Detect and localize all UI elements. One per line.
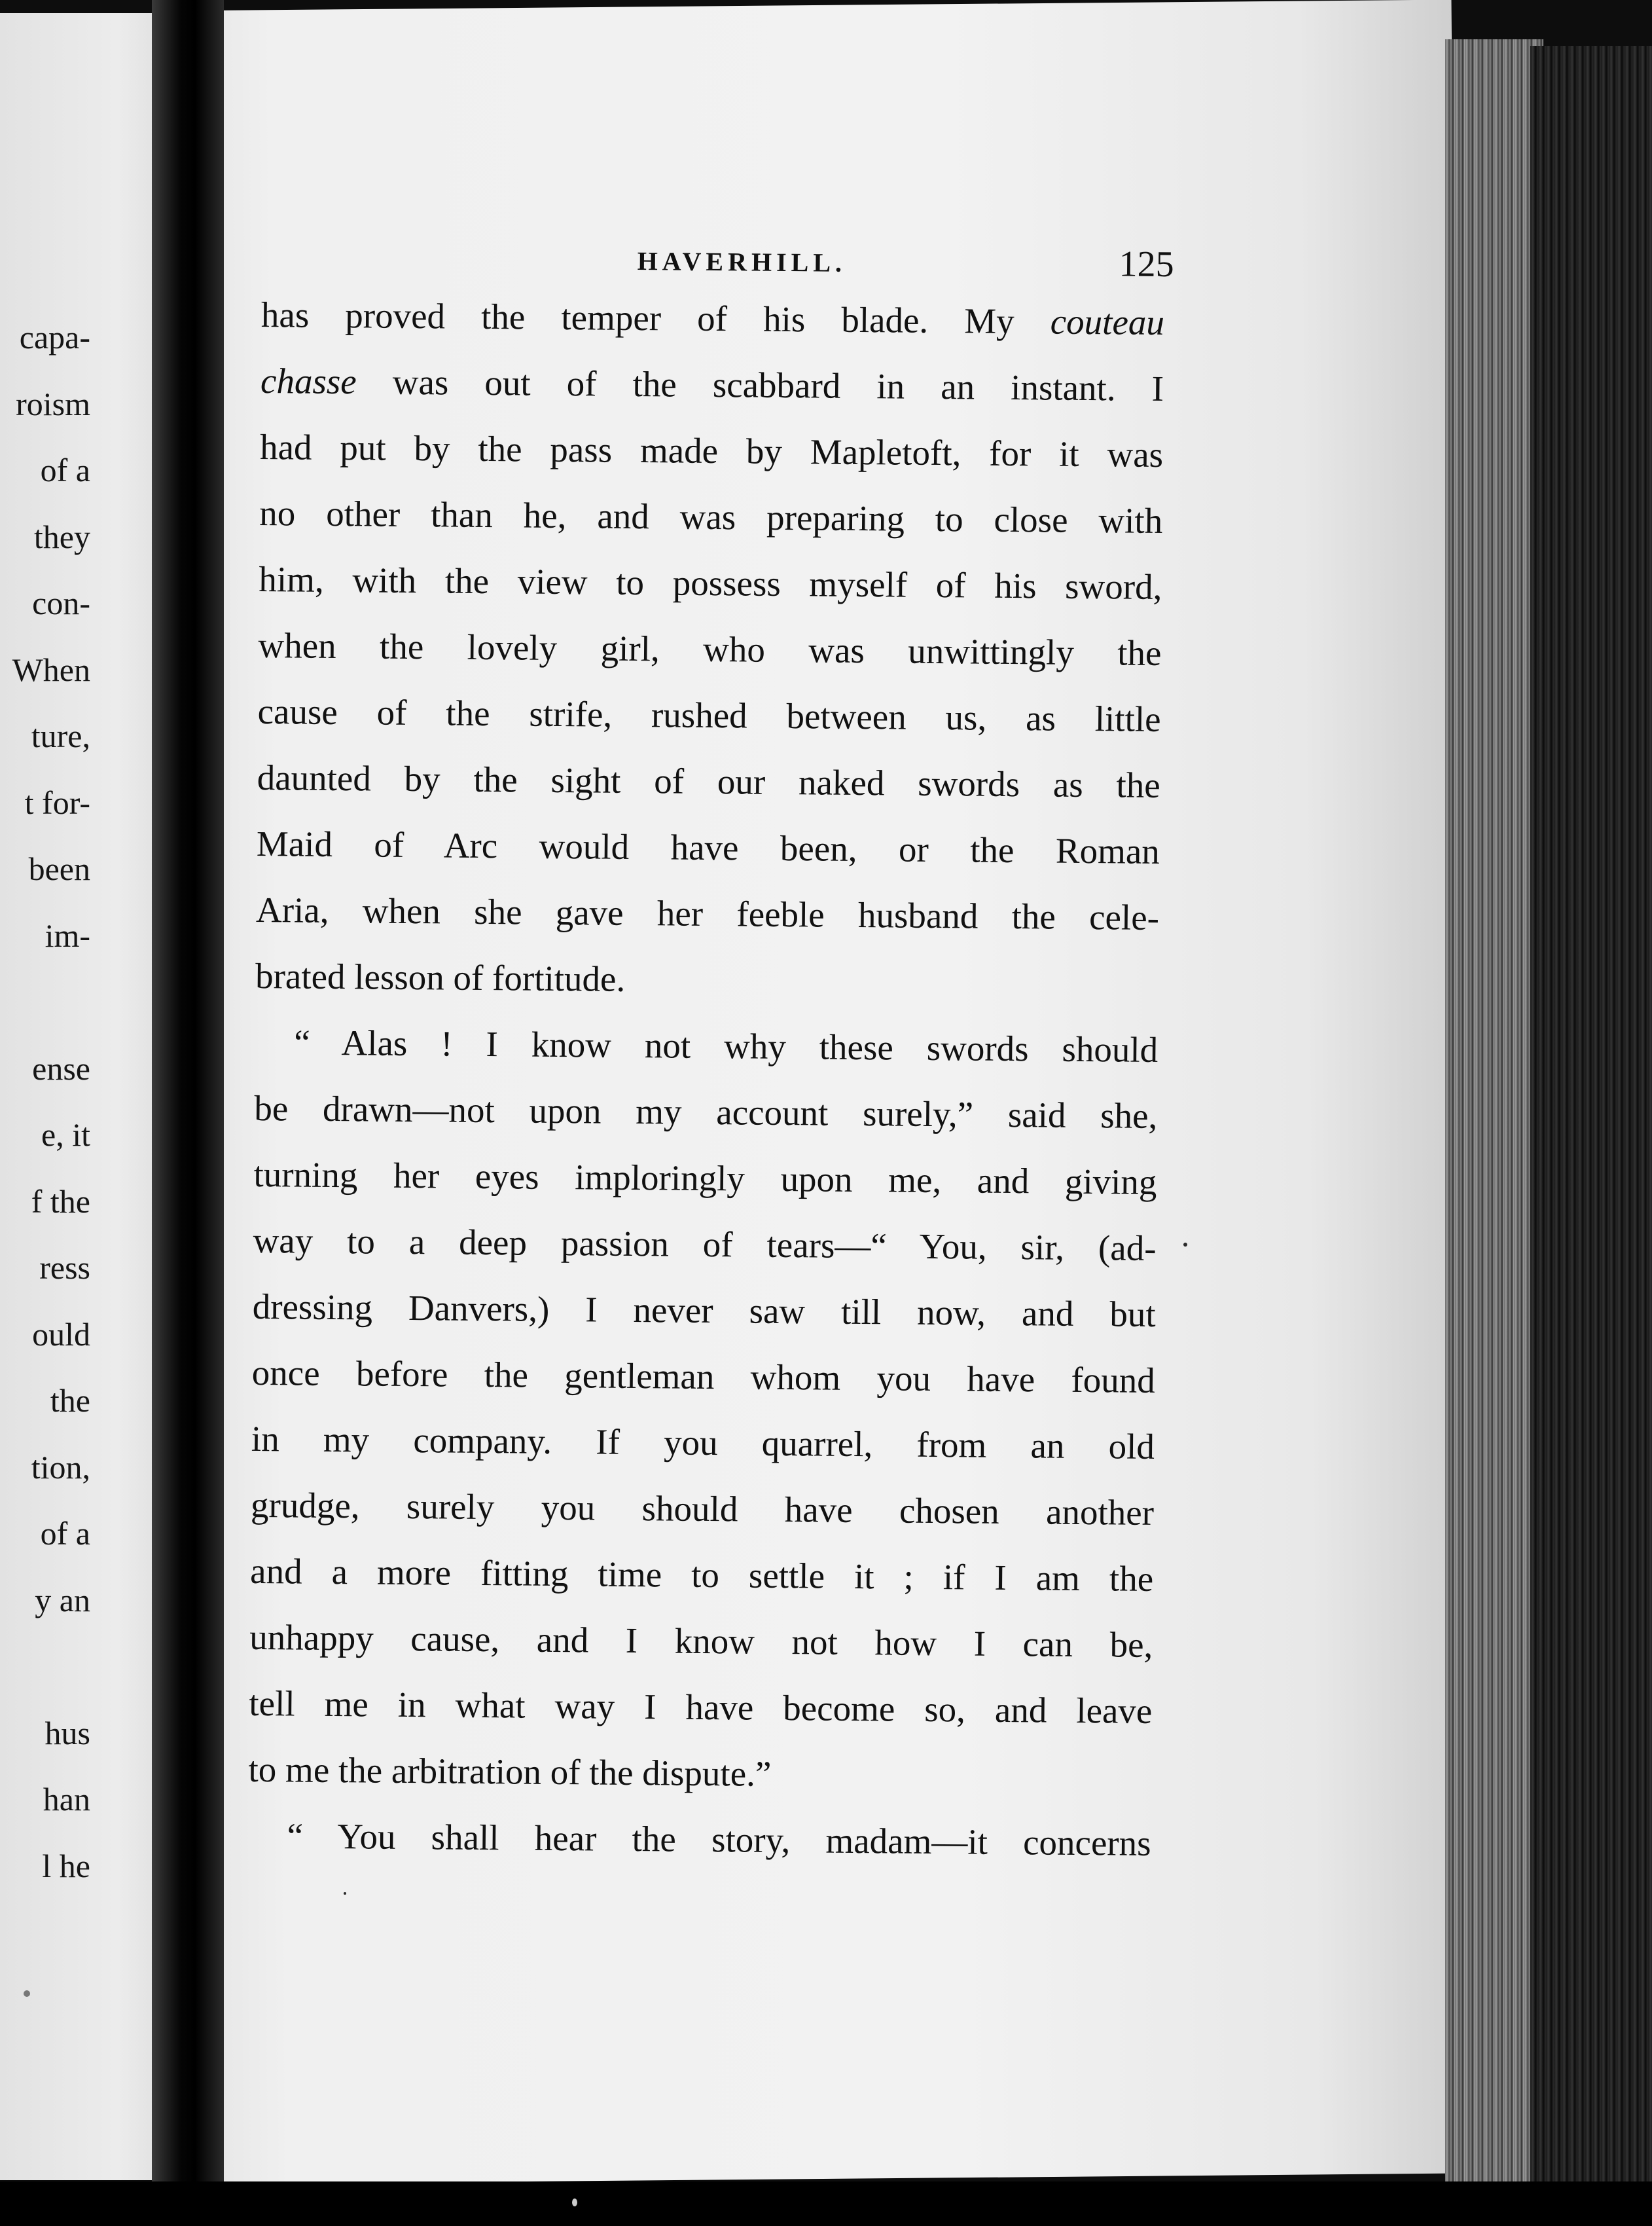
text-line: [261, 282, 1165, 356]
left-page-fragment: f the: [31, 1182, 90, 1220]
left-page-fragment: t for-: [24, 784, 90, 821]
text-line: had put by the pass made by Mapletoft, for it was: [259, 426, 1164, 475]
text-line: way to a deep passion of tears—“ You, sir, (ad-: [253, 1220, 1157, 1268]
left-page-fragment: roism: [16, 385, 90, 422]
ink-speck: [572, 2199, 577, 2206]
left-page-fragment: been: [28, 850, 90, 887]
ink-speck: [344, 1892, 346, 1895]
left-page-fragment: ress: [39, 1249, 90, 1286]
left-page-fragment: of a: [40, 1515, 90, 1552]
body-text: [247, 282, 1164, 1876]
left-page-fragment: im-: [45, 917, 90, 954]
text-line: grudge, surely you should have chosen another: [250, 1484, 1155, 1533]
left-page-fragment: ould: [32, 1315, 90, 1353]
page-text-block: [247, 236, 1174, 1876]
text-line: tell me in what way I have become so, and leave: [249, 1683, 1153, 1731]
left-page-fragment: the: [50, 1382, 90, 1419]
left-page-fragment: ense: [32, 1049, 90, 1087]
italic-term: chasse: [260, 360, 357, 402]
left-page-fragment: e, it: [41, 1116, 90, 1153]
text-line-segment: was out of the scabbard in an instant. I: [356, 361, 1164, 409]
page-number: 125: [1119, 244, 1174, 285]
text-line: Aria, when she gave her feeble husband the cele-: [255, 889, 1160, 938]
left-page-fragment: con-: [32, 585, 90, 621]
text-line: and a more fitting time to settle it ; if I am the: [249, 1550, 1154, 1599]
left-page-fragment: When: [12, 651, 90, 688]
left-page-fragment: capa-: [19, 319, 90, 356]
running-title: HAVERHILL.: [637, 246, 847, 278]
left-page-fragment: of a: [40, 452, 90, 488]
text-line: to me the arbitration of the dispute.”: [248, 1749, 772, 1794]
text-line: in my company. If you quarrel, from an old: [251, 1418, 1155, 1467]
text-line: brated lesson of fortitude.: [255, 955, 626, 999]
text-line: be drawn—not upon my account surely,” said she,: [254, 1087, 1158, 1136]
text-line: dressing Danvers,) I never saw till now, and but: [252, 1286, 1156, 1334]
ink-speck: [24, 1990, 30, 1997]
text-line: once before the gentleman whom you have found: [251, 1352, 1156, 1400]
text-line: unhappy cause, and I know not how I can be,: [249, 1616, 1153, 1665]
book-gutter: [152, 0, 224, 2226]
text-line: him, with the view to possess myself of his sword,: [259, 558, 1162, 608]
text-line-segment: has proved the temper of his blade. My: [260, 294, 1051, 342]
running-head: [261, 236, 1174, 289]
text-line: daunted by the sight of our naked swords as the: [257, 757, 1160, 806]
text-line: [260, 348, 1164, 422]
text-line: “ Alas ! I know not why these swords should: [293, 1022, 1158, 1070]
text-line: turning her eyes imploringly upon me, and giving: [253, 1154, 1157, 1202]
book-cover-edge: [1530, 46, 1652, 2200]
italic-term: couteau: [1050, 301, 1165, 343]
left-page-fragment: they: [33, 518, 90, 555]
left-page-fragment: tion,: [31, 1448, 90, 1486]
text-line: Maid of Arc would have been, or the Roman: [256, 823, 1160, 872]
left-page-fragment: y an: [35, 1581, 90, 1618]
text-line: when the lovely girl, who was unwittingly the: [258, 625, 1162, 674]
page-edges: [1445, 39, 1543, 2193]
left-page-fragment: l he: [42, 1847, 90, 1884]
ink-speck: [1183, 1243, 1187, 1247]
left-page-fragment: ture,: [31, 718, 90, 754]
text-line: cause of the strife, rushed between us, as little: [257, 691, 1161, 740]
left-page-fragment: han: [43, 1781, 90, 1817]
text-line: “ You shall hear the story, madam—it concerns: [287, 1815, 1151, 1863]
left-page-fragment: hus: [45, 1714, 90, 1751]
text-line: no other than he, and was preparing to close with: [259, 492, 1163, 541]
scan-bottom-border: [0, 2181, 1652, 2226]
